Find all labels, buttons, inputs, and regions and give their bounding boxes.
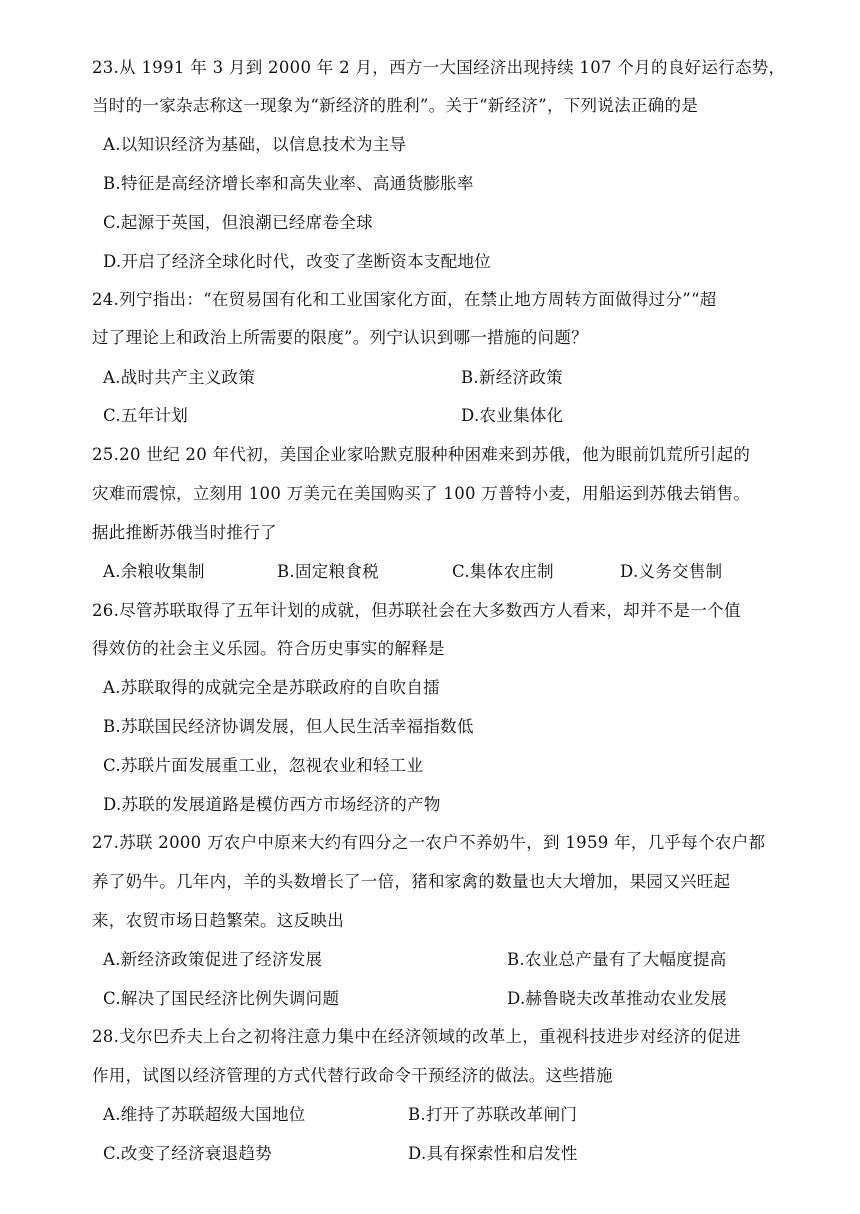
q25-option-a: A.余粮收集制 [103,562,205,581]
q26-option-c: C.苏联片面发展重工业，忽视农业和轻工业 [103,756,424,775]
q26-option-b: B.苏联国民经济协调发展，但人民生活幸福指数低 [103,717,474,736]
q23-option-d: D.开启了经济全球化时代，改变了垄断资本支配地位 [103,252,492,271]
question-25-line-1: 25.20 世纪 20 年代初，美国企业家哈默克服种种困难来到苏俄，他为眼前饥荒所引起的 [92,445,751,464]
q28-option-d: D.具有探索性和启发性 [408,1144,578,1163]
question-24-line-1: 24.列宁指出：“在贸易国有化和工业国家化方面，在禁止地方周转方面做得过分”“超 [92,290,717,309]
q26-option-a: A.苏联取得的成就完全是苏联政府的自吹自擂 [103,678,440,697]
q24-option-b: B.新经济政策 [461,368,563,387]
q24-option-d: D.农业集体化 [461,406,564,425]
q24-option-a: A.战时共产主义政策 [103,368,256,387]
q27-option-c: C.解决了国民经济比例失调问题 [103,989,340,1008]
question-27-line-3: 来，农贸市场日趋繁荣。这反映出 [92,911,344,930]
q23-option-b: B.特征是高经济增长率和高失业率、高通货膨胀率 [103,174,474,193]
q27-option-b: B.农业总产量有了大幅度提高 [507,950,727,969]
q28-option-c: C.改变了经济衰退趋势 [103,1144,273,1163]
question-25-line-2: 灾难而震惊，立刻用 100 万美元在美国购买了 100 万普特小麦，用船运到苏俄去销售。 [92,484,751,503]
question-26-line-1: 26.尽管苏联取得了五年计划的成就，但苏联社会在大多数西方人看来，却并不是一个值 [92,601,741,620]
q25-option-d: D.义务交售制 [620,562,723,581]
question-25-line-3: 据此推断苏俄当时推行了 [92,523,277,542]
question-26-line-2: 得效仿的社会主义乐园。符合历史事实的解释是 [92,639,445,658]
question-23-line-2: 当时的一家杂志称这一现象为“新经济的胜利”。关于“新经济”，下列说法正确的是 [92,96,699,115]
question-24-line-2: 过了理论上和政治上所需要的限度”。列宁认识到哪一措施的问题？ [92,328,588,347]
q27-option-a: A.新经济政策促进了经济发展 [103,950,323,969]
q26-option-d: D.苏联的发展道路是模仿西方市场经济的产物 [103,795,441,814]
question-27-line-1: 27.苏联 2000 万农户中原来大约有四分之一农户不养奶牛，到 1959 年，几乎每个农户都 [92,833,766,852]
q24-option-c: C.五年计划 [103,406,189,425]
q23-option-c: C.起源于英国，但浪潮已经席卷全球 [103,213,373,232]
q25-option-c: C.集体农庄制 [452,562,554,581]
question-23-line-1: 23.从 1991 年 3 月到 2000 年 2 月，西方一大国经济出现持续 107 个月的良好运行态势， [92,58,786,77]
q27-option-d: D.赫鲁晓夫改革推动农业发展 [507,989,728,1008]
question-28-line-2: 作用，试图以经济管理的方式代替行政命令干预经济的做法。这些措施 [92,1066,613,1085]
q28-option-a: A.维持了苏联超级大国地位 [103,1105,306,1124]
q28-option-b: B.打开了苏联改革闸门 [408,1105,578,1124]
question-28-line-1: 28.戈尔巴乔夫上台之初将注意力集中在经济领域的改革上，重视科技进步对经济的促进 [92,1027,741,1046]
question-27-line-2: 养了奶牛。几年内，羊的头数增长了一倍，猪和家禽的数量也大大增加，果园又兴旺起 [92,872,731,891]
q25-option-b: B.固定粮食税 [277,562,379,581]
q23-option-a: A.以知识经济为基础，以信息技术为主导 [103,135,407,154]
